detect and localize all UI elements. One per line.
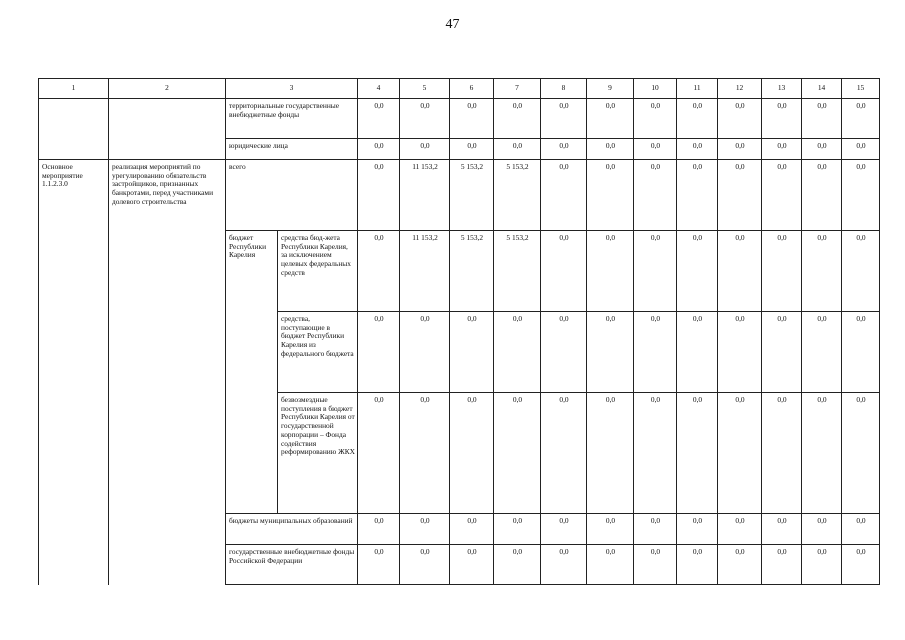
value-cell: 0,0	[718, 160, 762, 231]
value-cell: 0,0	[718, 312, 762, 393]
table-row	[39, 160, 880, 231]
value-cell: 0,0	[587, 312, 634, 393]
value-cell: 0,0	[842, 99, 880, 139]
column-header: 7	[494, 79, 541, 99]
column-header: 15	[842, 79, 880, 99]
value-cell: 0,0	[677, 312, 718, 393]
event-code-cell: Основное мероприятие 1.1.2.3.0	[39, 160, 109, 585]
column-header: 6	[450, 79, 494, 99]
event-name-cell-continued	[109, 99, 226, 160]
value-cell: 0,0	[762, 312, 802, 393]
column-header: 10	[634, 79, 677, 99]
value-cell: 0,0	[587, 99, 634, 139]
value-cell: 0,0	[541, 99, 587, 139]
value-cell: 5 153,2	[450, 160, 494, 231]
value-cell: 0,0	[587, 545, 634, 585]
value-cell: 0,0	[762, 393, 802, 514]
value-cell: 0,0	[802, 312, 842, 393]
column-header: 4	[358, 79, 400, 99]
value-cell: 0,0	[587, 139, 634, 160]
value-cell: 0,0	[802, 231, 842, 312]
value-cell: 0,0	[450, 312, 494, 393]
column-header: 9	[587, 79, 634, 99]
value-cell: 5 153,2	[494, 160, 541, 231]
value-cell: 0,0	[587, 160, 634, 231]
value-cell: 0,0	[450, 514, 494, 545]
value-cell: 0,0	[450, 545, 494, 585]
budget-group-label: бюджет Республики Карелия	[226, 231, 278, 514]
source-label: средства, поступающие в бюджет Республики Карелия из федерального бюджета	[278, 312, 358, 393]
value-cell: 0,0	[718, 514, 762, 545]
value-cell: 0,0	[842, 393, 880, 514]
header-row	[39, 79, 880, 99]
value-cell: 0,0	[541, 139, 587, 160]
column-header: 1	[39, 79, 109, 99]
value-cell: 0,0	[718, 99, 762, 139]
value-cell: 0,0	[634, 160, 677, 231]
value-cell: 0,0	[677, 160, 718, 231]
value-cell: 0,0	[358, 393, 400, 514]
value-cell: 0,0	[541, 160, 587, 231]
value-cell: 0,0	[400, 393, 450, 514]
value-cell: 0,0	[677, 139, 718, 160]
value-cell: 0,0	[358, 312, 400, 393]
event-name-cell: реализация мероприятий по урегулированию обязательств застройщиков, признанных банкротами, перед участниками долевого строительства	[109, 160, 226, 585]
value-cell: 0,0	[802, 99, 842, 139]
value-cell: 0,0	[634, 312, 677, 393]
value-cell: 0,0	[634, 139, 677, 160]
value-cell: 0,0	[358, 231, 400, 312]
value-cell: 0,0	[634, 545, 677, 585]
column-header: 13	[762, 79, 802, 99]
column-header: 8	[541, 79, 587, 99]
source-label: бюджеты муниципальных образований	[226, 514, 358, 545]
value-cell: 0,0	[762, 231, 802, 312]
value-cell: 5 153,2	[494, 231, 541, 312]
value-cell: 0,0	[400, 545, 450, 585]
value-cell: 0,0	[718, 139, 762, 160]
source-label: безвозмездные поступления в бюджет Республики Карелия от государственной корпорации – Фонда содействия реформированию ЖКХ	[278, 393, 358, 514]
source-label: территориальные государственные внебюджетные фонды	[226, 99, 358, 139]
column-header: 5	[400, 79, 450, 99]
column-header: 14	[802, 79, 842, 99]
value-cell: 0,0	[842, 312, 880, 393]
page-number: 47	[445, 17, 460, 32]
value-cell: 0,0	[802, 139, 842, 160]
value-cell: 0,0	[842, 231, 880, 312]
value-cell: 0,0	[494, 99, 541, 139]
value-cell: 0,0	[587, 514, 634, 545]
value-cell: 0,0	[842, 514, 880, 545]
value-cell: 0,0	[494, 139, 541, 160]
value-cell: 0,0	[541, 231, 587, 312]
value-cell: 0,0	[541, 393, 587, 514]
value-cell: 0,0	[400, 139, 450, 160]
value-cell: 0,0	[634, 393, 677, 514]
budget-table	[38, 78, 880, 585]
value-cell: 0,0	[842, 545, 880, 585]
value-cell: 0,0	[450, 99, 494, 139]
value-cell: 0,0	[802, 545, 842, 585]
source-label: юридические лица	[226, 139, 358, 160]
value-cell: 0,0	[358, 514, 400, 545]
value-cell: 0,0	[802, 514, 842, 545]
value-cell: 0,0	[762, 99, 802, 139]
value-cell: 0,0	[634, 514, 677, 545]
value-cell: 0,0	[358, 99, 400, 139]
value-cell: 0,0	[358, 160, 400, 231]
value-cell: 0,0	[358, 139, 400, 160]
value-cell: 0,0	[494, 312, 541, 393]
source-label: средства бюд-жета Республики Карелия, за исключением целевых федеральных средств	[278, 231, 358, 312]
value-cell: 0,0	[677, 545, 718, 585]
event-code-cell-continued	[39, 99, 109, 160]
value-cell: 0,0	[634, 99, 677, 139]
value-cell: 0,0	[677, 99, 718, 139]
value-cell: 11 153,2	[400, 160, 450, 231]
value-cell: 0,0	[677, 393, 718, 514]
value-cell: 0,0	[541, 312, 587, 393]
value-cell: 0,0	[762, 545, 802, 585]
value-cell: 0,0	[450, 139, 494, 160]
value-cell: 0,0	[541, 514, 587, 545]
value-cell: 0,0	[842, 139, 880, 160]
column-header: 2	[109, 79, 226, 99]
value-cell: 0,0	[718, 393, 762, 514]
value-cell: 0,0	[541, 545, 587, 585]
source-label: государственные внебюджетные фонды Российской Федерации	[226, 545, 358, 585]
value-cell: 0,0	[634, 231, 677, 312]
value-cell: 0,0	[842, 160, 880, 231]
value-cell: 0,0	[494, 393, 541, 514]
value-cell: 0,0	[358, 545, 400, 585]
value-cell: 0,0	[494, 545, 541, 585]
value-cell: 0,0	[762, 514, 802, 545]
value-cell: 0,0	[400, 514, 450, 545]
value-cell: 0,0	[677, 514, 718, 545]
value-cell: 0,0	[400, 312, 450, 393]
value-cell: 0,0	[762, 139, 802, 160]
value-cell: 0,0	[587, 393, 634, 514]
value-cell: 0,0	[762, 160, 802, 231]
value-cell: 0,0	[587, 231, 634, 312]
column-header: 3	[226, 79, 358, 99]
value-cell: 0,0	[400, 99, 450, 139]
value-cell: 5 153,2	[450, 231, 494, 312]
value-cell: 11 153,2	[400, 231, 450, 312]
table-row	[39, 99, 880, 139]
value-cell: 0,0	[450, 393, 494, 514]
value-cell: 0,0	[677, 231, 718, 312]
column-header: 12	[718, 79, 762, 99]
column-header: 11	[677, 79, 718, 99]
source-label: всего	[226, 160, 358, 231]
value-cell: 0,0	[718, 231, 762, 312]
value-cell: 0,0	[802, 160, 842, 231]
value-cell: 0,0	[494, 514, 541, 545]
value-cell: 0,0	[718, 545, 762, 585]
value-cell: 0,0	[802, 393, 842, 514]
